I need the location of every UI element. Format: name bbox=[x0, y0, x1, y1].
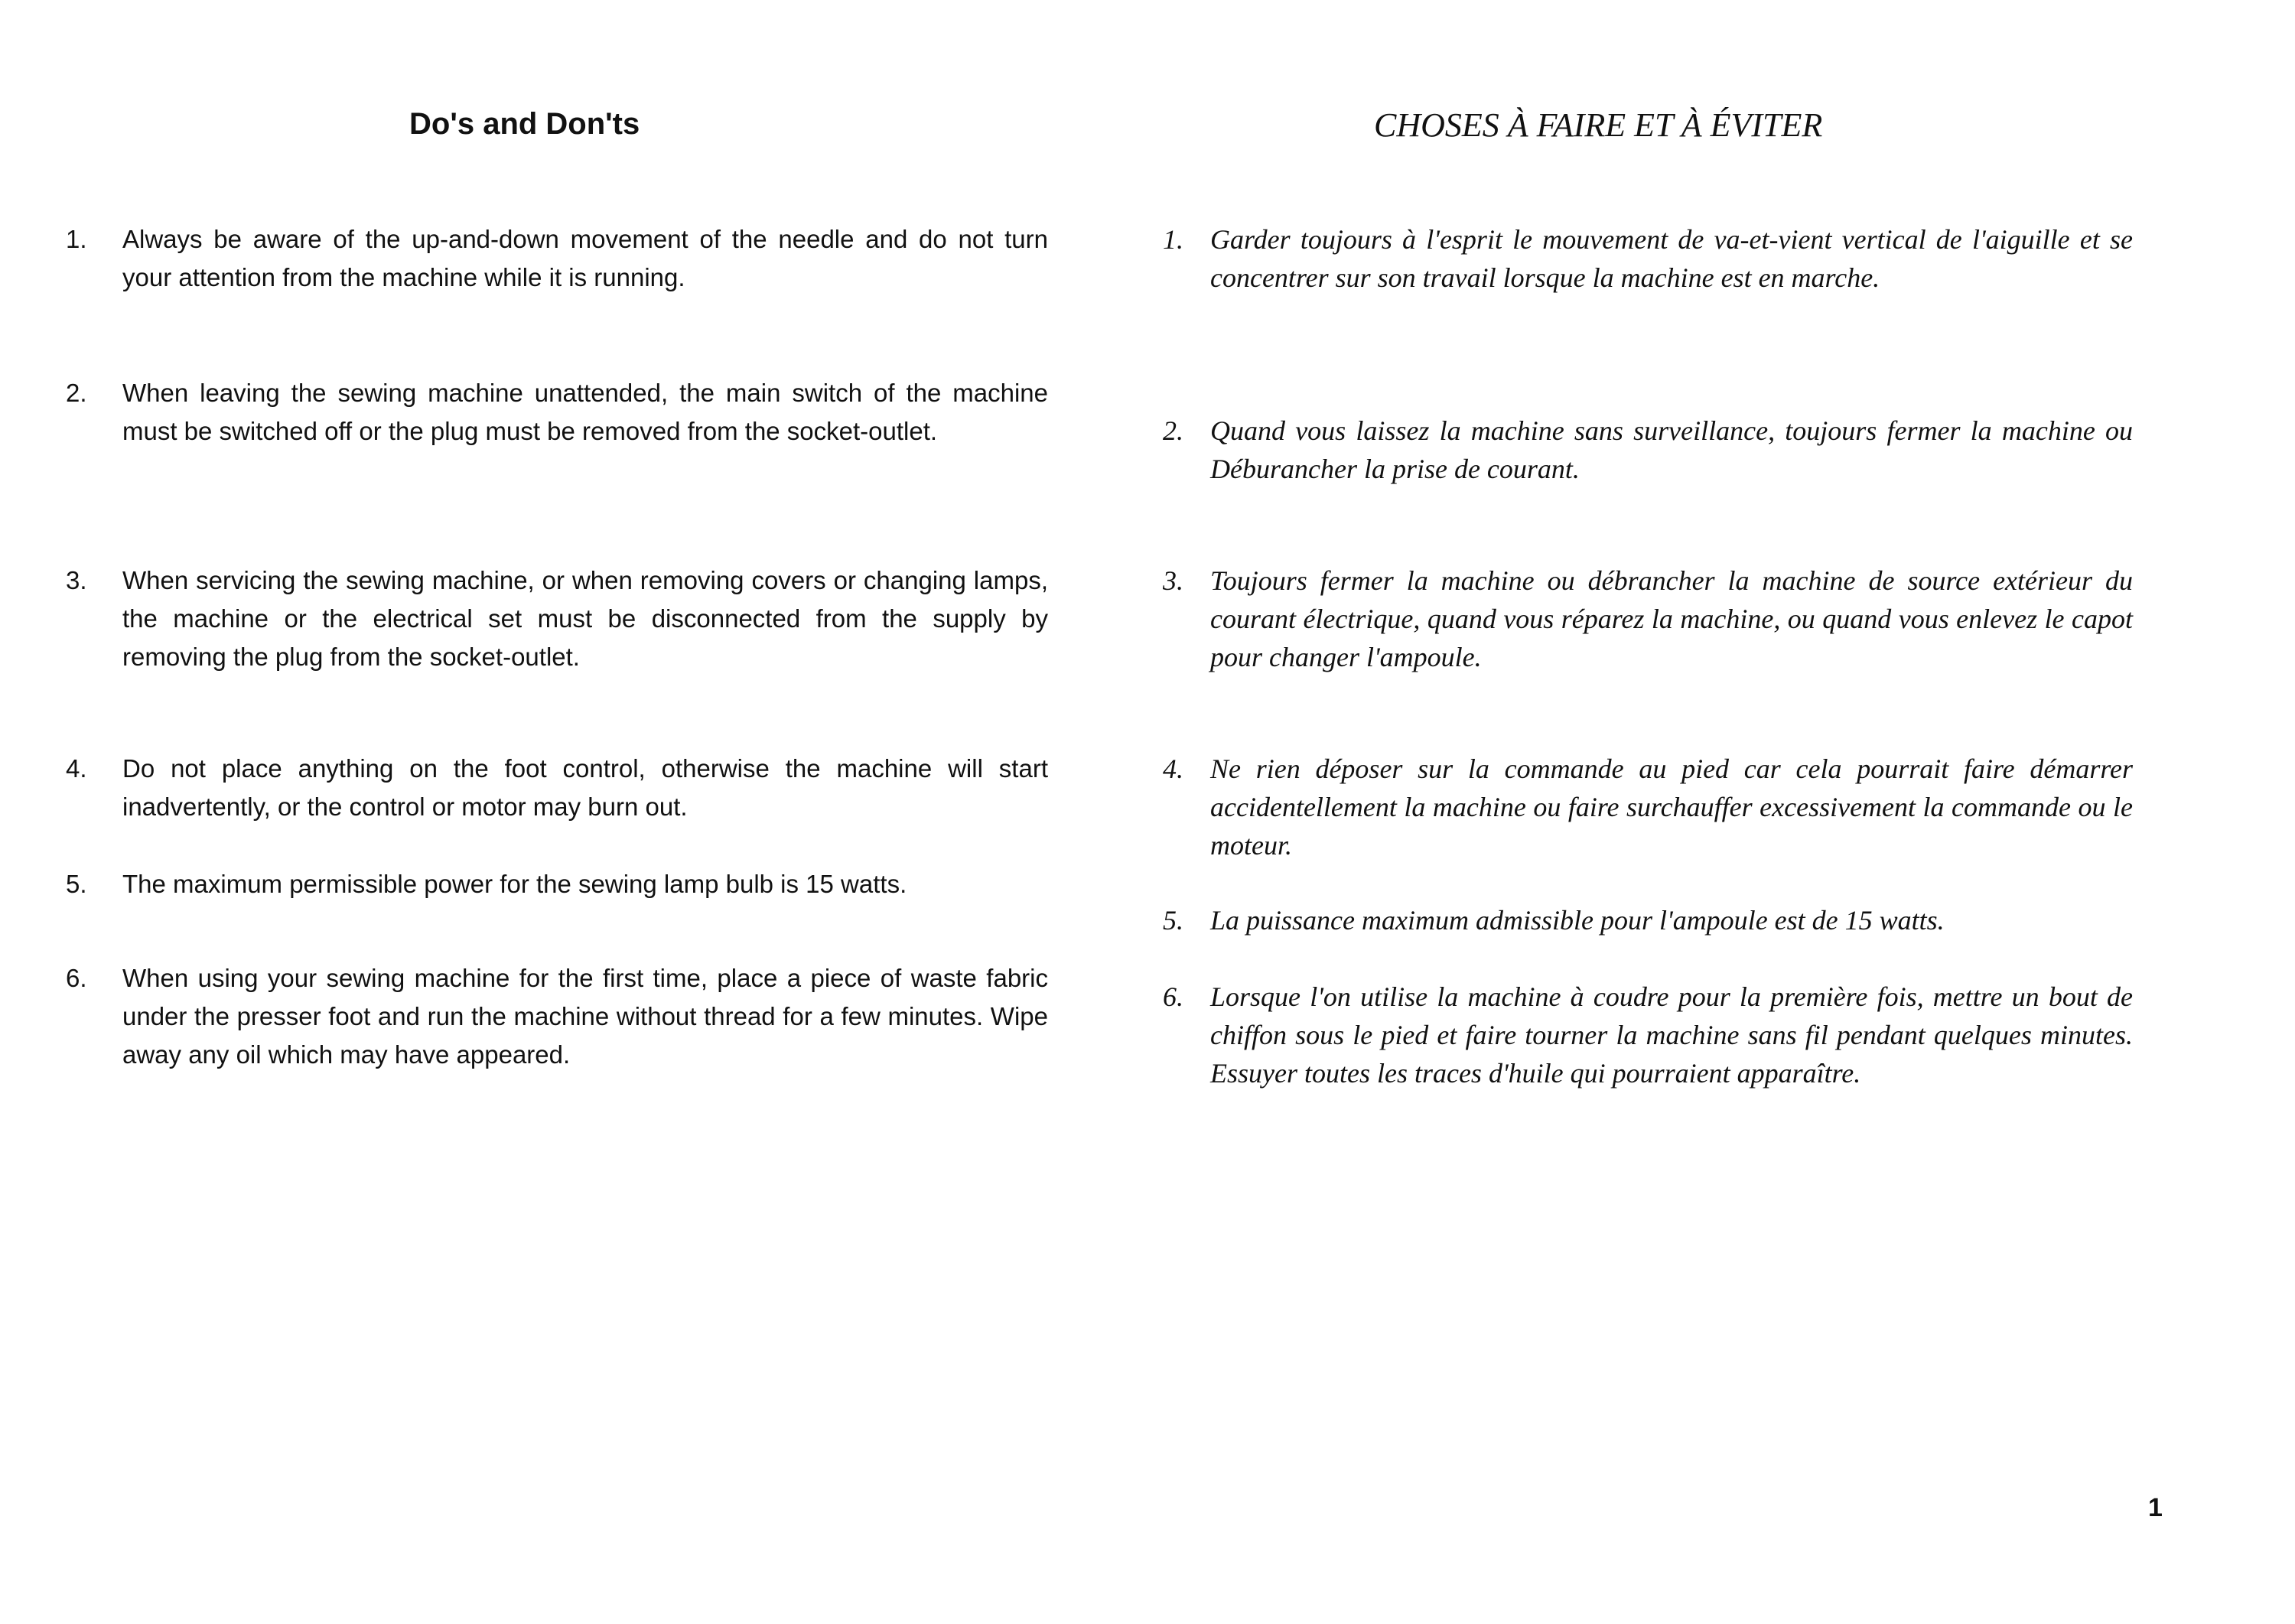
item-text: When servicing the sewing machine, or when removing covers or changing lamps, the machine or the electrical set must be disconnected from the supply by removing the plug from the socket-outlet. bbox=[122, 566, 1048, 671]
item-text: Toujours fermer la machine ou débrancher la machine de source extérieur du courant électrique, quand vous réparez la machine, ou quand vous enlevez le capot pour changer l'ampoule. bbox=[1210, 565, 2133, 672]
item-number: 2. bbox=[66, 379, 87, 407]
item-text: When using your sewing machine for the first time, place a piece of waste fabric under the presser foot and run the machine without thread for a few minutes. Wipe away any oil which may have appeared. bbox=[122, 964, 1048, 1069]
english-title: Do's and Don'ts bbox=[409, 107, 640, 141]
page-number: 1 bbox=[2148, 1493, 2163, 1522]
item-number: 4. bbox=[1163, 753, 1183, 784]
item-number: 1. bbox=[66, 225, 87, 253]
item-number: 5. bbox=[66, 870, 87, 898]
item-text: When leaving the sewing machine unattended, the main switch of the machine must be switched off or the plug must be removed from the socket-outlet. bbox=[122, 379, 1048, 445]
item-number: 2. bbox=[1163, 415, 1183, 446]
item-text: La puissance maximum admissible pour l'ampoule est de 15 watts. bbox=[1210, 905, 1945, 936]
item-number: 1. bbox=[1163, 224, 1183, 255]
item-text: Garder toujours à l'esprit le mouvement de va-et-vient vertical de l'aiguille et se concentrer sur son travail lorsque la machine est en marche. bbox=[1210, 224, 2133, 293]
item-number: 6. bbox=[1163, 981, 1183, 1012]
item-text: Quand vous laissez la machine sans surveillance, toujours fermer la machine ou Déburancher la prise de courant. bbox=[1210, 415, 2133, 484]
item-text: Do not place anything on the foot control, otherwise the machine will start inadvertently, or the control or motor may burn out. bbox=[122, 754, 1048, 821]
item-number: 6. bbox=[66, 964, 87, 992]
item-text: Lorsque l'on utilise la machine à coudre pour la première fois, mettre un bout de chiffon sous le pied et faire tourner la machine sans fil pendant quelques minutes. Essuyer toutes les traces d'huile qui pourraient apparaître. bbox=[1210, 981, 2133, 1089]
french-title: CHOSES À FAIRE ET À ÉVITER bbox=[1374, 106, 1823, 144]
item-text: Ne rien déposer sur la commande au pied car cela pourrait faire démarrer accidentellement la machine ou faire surchauffer excessivement la commande ou le moteur. bbox=[1210, 753, 2133, 861]
item-number: 3. bbox=[66, 566, 87, 594]
item-text: The maximum permissible power for the sewing lamp bulb is 15 watts. bbox=[122, 870, 907, 898]
item-text: Always be aware of the up-and-down movement of the needle and do not turn your attention from the machine while it is running. bbox=[122, 225, 1048, 291]
item-number: 4. bbox=[66, 754, 87, 783]
item-number: 5. bbox=[1163, 905, 1183, 936]
item-number: 3. bbox=[1163, 565, 1183, 596]
